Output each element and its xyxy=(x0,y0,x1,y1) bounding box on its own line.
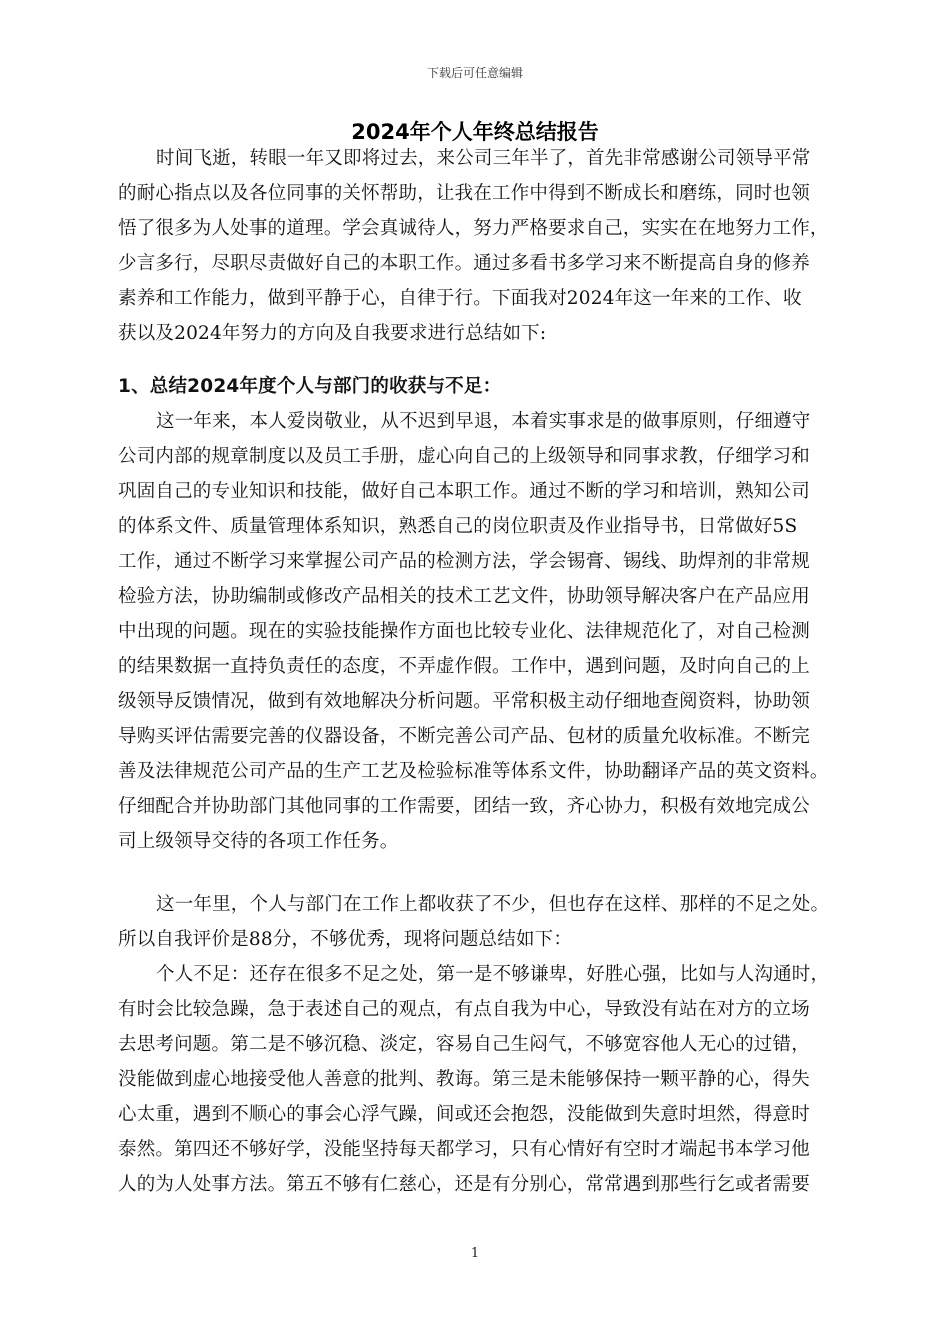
text-line: 仔细配合并协助部门其他同事的工作需要，团结一致，齐心协力，积极有效地完成公 xyxy=(118,796,810,817)
text-line: 善及法律规范公司产品的生产工艺及检验标准等体系文件，协助翻译产品的英文资料。 xyxy=(118,761,829,782)
text-line: 时间飞逝，转眼一年又即将过去，来公司三年半了，首先非常感谢公司领导平常 xyxy=(156,148,811,169)
text-line: 这一年来，本人爱岗敬业，从不迟到早退，本着实事求是的做事原则，仔细遵守 xyxy=(156,411,811,432)
section1-heading: 1、总结2024年度个人与部门的收获与不足： xyxy=(118,376,502,397)
text-line: 获以及2024年努力的方向及自我要求进行总结如下: xyxy=(118,323,547,344)
text-line: 心太重，遇到不顺心的事会心浮气躁，间或还会抱怨，没能做到失意时坦然，得意时 xyxy=(118,1104,810,1125)
text-line: 有时会比较急躁，急于表述自己的观点，有点自我为中心，导致没有站在对方的立场 xyxy=(118,999,810,1020)
text-line: 的体系文件、质量管理体系知识，熟悉自己的岗位职责及作业指导书，日常做好5S xyxy=(118,516,798,537)
document-title: 2024年个人年终总结报告 xyxy=(351,120,599,144)
text-line: 悟了很多为人处事的道理。学会真诚待人，努力严格要求自己，实实在在地努力工作， xyxy=(118,218,829,239)
page-header-note: 下载后可任意编辑 xyxy=(426,66,523,80)
text-line: 没能做到虚心地接受他人善意的批判、教诲。第三是未能够保持一颗平静的心，得失 xyxy=(118,1069,810,1090)
text-line: 所以自我评价是88分，不够优秀，现将问题总结如下： xyxy=(118,929,573,950)
text-line: 公司内部的规章制度以及员工手册，虚心向自己的上级领导和同事求教，仔细学习和 xyxy=(118,446,810,467)
text-line: 巩固自己的专业知识和技能，做好自己本职工作。通过不断的学习和培训，熟知公司 xyxy=(118,481,810,502)
text-line: 的结果数据一直持负责任的态度，不弄虚作假。工作中，遇到问题，及时向自己的上 xyxy=(118,656,810,677)
text-line: 的耐心指点以及各位同事的关怀帮助，让我在工作中得到不断成长和磨练，同时也领 xyxy=(118,183,810,204)
text-line: 个人不足：还存在很多不足之处，第一是不够谦卑，好胜心强，比如与人沟通时， xyxy=(156,964,830,985)
text-line: 去思考问题。第二是不够沉稳、淡定，容易自己生闷气，不够宽容他人无心的过错， xyxy=(118,1034,810,1055)
page-number: 1 xyxy=(470,1246,480,1261)
text-line: 工作，通过不断学习来掌握公司产品的检测方法，学会锡膏、锡线、助焊剂的非常规 xyxy=(118,551,810,572)
text-line: 检验方法，协助编制或修改产品相关的技术工艺文件，协助领导解决客户在产品应用 xyxy=(118,586,810,607)
text-line: 中出现的问题。现在的实验技能操作方面也比较专业化、法律规范化了，对自己检测 xyxy=(118,621,810,642)
text-line: 素养和工作能力，做到平静于心，自律于行。下面我对2024年这一年来的工作、收 xyxy=(118,288,802,309)
text-line: 少言多行，尽职尽责做好自己的本职工作。通过多看书多学习来不断提高自身的修养 xyxy=(118,253,810,274)
text-line: 泰然。第四还不够好学，没能坚持每天都学习，只有心情好有空时才端起书本学习他 xyxy=(118,1139,810,1160)
text-line: 导购买评估需要完善的仪器设备，不断完善公司产品、包材的质量允收标准。不断完 xyxy=(118,726,810,747)
text-line: 人的为人处事方法。第五不够有仁慈心，还是有分别心，常常遇到那些行乞或者需要 xyxy=(118,1174,810,1195)
text-line: 司上级领导交待的各项工作任务。 xyxy=(118,831,399,852)
text-line: 这一年里，个人与部门在工作上都收获了不少，但也存在这样、那样的不足之处。 xyxy=(156,894,830,915)
text-line: 级领导反馈情况，做到有效地解决分析问题。平常积极主动仔细地查阅资料，协助领 xyxy=(118,691,810,712)
